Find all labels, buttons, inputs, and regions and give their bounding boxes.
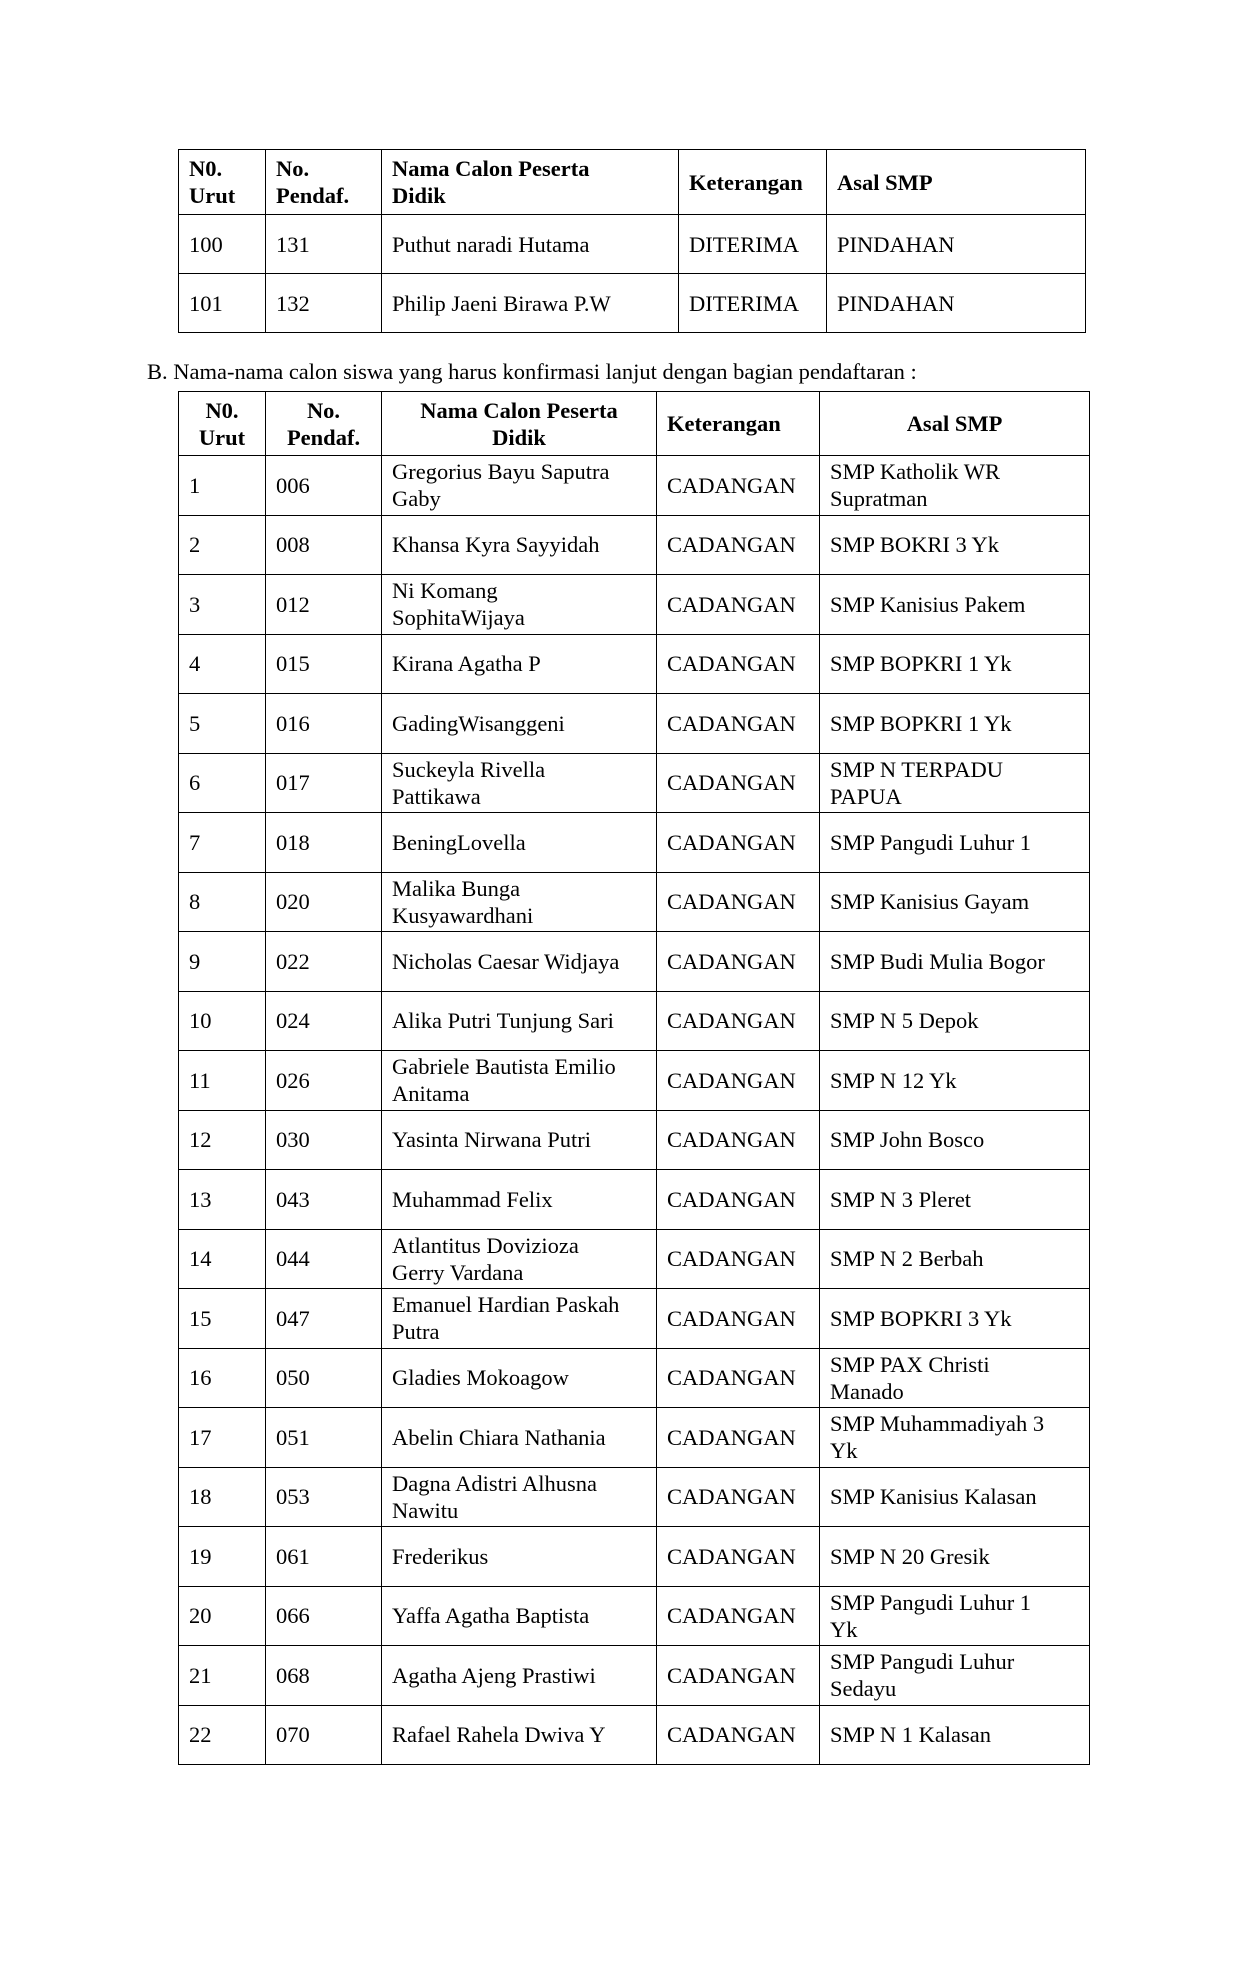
cell-col-asal-smp: SMP BOPKRI 3 Yk [820, 1289, 1090, 1349]
accepted-students-table [178, 149, 1086, 333]
cell-col-urut: 6 [179, 753, 266, 813]
table-row [179, 813, 1090, 873]
cell-col-urut: 22 [179, 1705, 266, 1765]
cell-col-asal-smp: SMP Kanisius Kalasan [820, 1467, 1090, 1527]
cell-col-asal-smp: SMP Kanisius Pakem [820, 575, 1090, 635]
cell-col-urut: 18 [179, 1467, 266, 1527]
cell-col-urut: 10 [179, 991, 266, 1051]
cell-col-pendaf: 070 [266, 1705, 382, 1765]
header-col-nama: Nama Calon Peserta Didik [382, 150, 679, 215]
table-row [179, 1705, 1090, 1765]
cell-col-urut: 16 [179, 1348, 266, 1408]
cell-col-keterangan: CADANGAN [657, 1051, 820, 1111]
header-col-urut: N0. Urut [179, 150, 266, 215]
reserve-students-table [178, 391, 1090, 1765]
cell-col-pendaf: 053 [266, 1467, 382, 1527]
cell-col-pendaf: 012 [266, 575, 382, 635]
cell-col-nama: Puthut naradi Hutama [382, 215, 679, 274]
table-row [179, 515, 1090, 575]
cell-col-urut: 3 [179, 575, 266, 635]
cell-col-nama: Gregorius Bayu Saputra Gaby [382, 456, 657, 516]
cell-col-keterangan: CADANGAN [657, 1229, 820, 1289]
table-row [179, 1170, 1090, 1230]
cell-col-pendaf: 068 [266, 1646, 382, 1706]
table-row [179, 1110, 1090, 1170]
cell-col-asal-smp: SMP BOPKRI 1 Yk [820, 634, 1090, 694]
cell-col-urut: 13 [179, 1170, 266, 1230]
cell-col-urut: 101 [179, 274, 266, 333]
cell-col-pendaf: 016 [266, 694, 382, 754]
cell-col-urut: 5 [179, 694, 266, 754]
table-row [179, 991, 1090, 1051]
cell-col-nama: Yaffa Agatha Baptista [382, 1586, 657, 1646]
cell-col-asal-smp: PINDAHAN [827, 274, 1086, 333]
cell-col-asal-smp: SMP N TERPADU PAPUA [820, 753, 1090, 813]
cell-col-urut: 1 [179, 456, 266, 516]
cell-col-keterangan: CADANGAN [657, 753, 820, 813]
cell-col-asal-smp: SMP Budi Mulia Bogor [820, 932, 1090, 992]
cell-col-asal-smp: SMP John Bosco [820, 1110, 1090, 1170]
cell-col-asal-smp: SMP N 12 Yk [820, 1051, 1090, 1111]
cell-col-keterangan: CADANGAN [657, 1705, 820, 1765]
cell-col-keterangan: CADANGAN [657, 634, 820, 694]
cell-col-pendaf: 030 [266, 1110, 382, 1170]
cell-col-pendaf: 026 [266, 1051, 382, 1111]
cell-col-keterangan: CADANGAN [657, 575, 820, 635]
cell-col-pendaf: 006 [266, 456, 382, 516]
cell-col-pendaf: 051 [266, 1408, 382, 1468]
cell-col-asal-smp: SMP Katholik WR Supratman [820, 456, 1090, 516]
cell-col-urut: 21 [179, 1646, 266, 1706]
cell-col-urut: 2 [179, 515, 266, 575]
cell-col-nama: Agatha Ajeng Prastiwi [382, 1646, 657, 1706]
cell-col-pendaf: 020 [266, 872, 382, 932]
cell-col-urut: 15 [179, 1289, 266, 1349]
cell-col-pendaf: 043 [266, 1170, 382, 1230]
cell-col-keterangan: CADANGAN [657, 991, 820, 1051]
cell-col-pendaf: 050 [266, 1348, 382, 1408]
cell-col-keterangan: CADANGAN [657, 813, 820, 873]
table-header-row [179, 150, 1086, 215]
cell-col-nama: Alika Putri Tunjung Sari [382, 991, 657, 1051]
cell-col-pendaf: 018 [266, 813, 382, 873]
cell-col-nama: Philip Jaeni Birawa P.W [382, 274, 679, 333]
cell-col-pendaf: 066 [266, 1586, 382, 1646]
cell-col-urut: 7 [179, 813, 266, 873]
table-row [179, 215, 1086, 274]
header-col-nama: Nama Calon Peserta Didik [382, 392, 657, 456]
cell-col-nama: Muhammad Felix [382, 1170, 657, 1230]
cell-col-nama: Atlantitus Dovizioza Gerry Vardana [382, 1229, 657, 1289]
cell-col-keterangan: DITERIMA [679, 215, 827, 274]
header-col-urut: N0. Urut [179, 392, 266, 456]
cell-col-pendaf: 022 [266, 932, 382, 992]
table-row [179, 1051, 1090, 1111]
cell-col-pendaf: 061 [266, 1527, 382, 1587]
cell-col-pendaf: 024 [266, 991, 382, 1051]
cell-col-nama: Khansa Kyra Sayyidah [382, 515, 657, 575]
cell-col-keterangan: CADANGAN [657, 1586, 820, 1646]
cell-col-asal-smp: PINDAHAN [827, 215, 1086, 274]
cell-col-nama: Yasinta Nirwana Putri [382, 1110, 657, 1170]
cell-col-urut: 100 [179, 215, 266, 274]
table-row [179, 575, 1090, 635]
cell-col-nama: Gladies Mokoagow [382, 1348, 657, 1408]
table-row [179, 1586, 1090, 1646]
cell-col-keterangan: CADANGAN [657, 1289, 820, 1349]
cell-col-asal-smp: SMP Pangudi Luhur 1 Yk [820, 1586, 1090, 1646]
cell-col-nama: Emanuel Hardian Paskah Putra [382, 1289, 657, 1349]
table-row [179, 932, 1090, 992]
cell-col-nama: Suckeyla Rivella Pattikawa [382, 753, 657, 813]
cell-col-asal-smp: SMP Pangudi Luhur Sedayu [820, 1646, 1090, 1706]
table-row [179, 1467, 1090, 1527]
cell-col-pendaf: 044 [266, 1229, 382, 1289]
table-row [179, 634, 1090, 694]
cell-col-keterangan: CADANGAN [657, 1408, 820, 1468]
cell-col-asal-smp: SMP N 3 Pleret [820, 1170, 1090, 1230]
cell-col-pendaf: 131 [266, 215, 382, 274]
cell-col-nama: Rafael Rahela Dwiva Y [382, 1705, 657, 1765]
cell-col-asal-smp: SMP N 5 Depok [820, 991, 1090, 1051]
table-row [179, 872, 1090, 932]
cell-col-nama: Gabriele Bautista Emilio Anitama [382, 1051, 657, 1111]
cell-col-pendaf: 017 [266, 753, 382, 813]
cell-col-urut: 4 [179, 634, 266, 694]
cell-col-urut: 9 [179, 932, 266, 992]
table-row [179, 1229, 1090, 1289]
cell-col-nama: Frederikus [382, 1527, 657, 1587]
cell-col-keterangan: CADANGAN [657, 872, 820, 932]
cell-col-keterangan: DITERIMA [679, 274, 827, 333]
table-row [179, 1408, 1090, 1468]
cell-col-keterangan: CADANGAN [657, 1110, 820, 1170]
cell-col-nama: Kirana Agatha P [382, 634, 657, 694]
header-col-asal-smp: Asal SMP [820, 392, 1090, 456]
cell-col-pendaf: 132 [266, 274, 382, 333]
cell-col-nama: Malika Bunga Kusyawardhani [382, 872, 657, 932]
cell-col-nama: BeningLovella [382, 813, 657, 873]
header-col-keterangan: Keterangan [679, 150, 827, 215]
table-row [179, 1646, 1090, 1706]
cell-col-keterangan: CADANGAN [657, 1467, 820, 1527]
cell-col-nama: Nicholas Caesar Widjaya [382, 932, 657, 992]
cell-col-pendaf: 008 [266, 515, 382, 575]
cell-col-keterangan: CADANGAN [657, 515, 820, 575]
table-body [179, 456, 1090, 1765]
table-row [179, 1348, 1090, 1408]
table-row [179, 1289, 1090, 1349]
cell-col-urut: 20 [179, 1586, 266, 1646]
cell-col-asal-smp: SMP Pangudi Luhur 1 [820, 813, 1090, 873]
table-header-row [179, 392, 1090, 456]
cell-col-pendaf: 047 [266, 1289, 382, 1349]
header-col-asal-smp: Asal SMP [827, 150, 1086, 215]
table-row [179, 694, 1090, 754]
cell-col-asal-smp: SMP N 20 Gresik [820, 1527, 1090, 1587]
cell-col-nama: Abelin Chiara Nathania [382, 1408, 657, 1468]
cell-col-asal-smp: SMP N 1 Kalasan [820, 1705, 1090, 1765]
cell-col-urut: 19 [179, 1527, 266, 1587]
cell-col-keterangan: CADANGAN [657, 1646, 820, 1706]
header-col-pendaf: No. Pendaf. [266, 392, 382, 456]
cell-col-nama: Ni Komang SophitaWijaya [382, 575, 657, 635]
cell-col-urut: 14 [179, 1229, 266, 1289]
cell-col-asal-smp: SMP Muhammadiyah 3 Yk [820, 1408, 1090, 1468]
cell-col-nama: Dagna Adistri Alhusna Nawitu [382, 1467, 657, 1527]
cell-col-keterangan: CADANGAN [657, 456, 820, 516]
table-row [179, 274, 1086, 333]
cell-col-keterangan: CADANGAN [657, 1527, 820, 1587]
header-col-pendaf: No. Pendaf. [266, 150, 382, 215]
cell-col-asal-smp: SMP PAX Christi Manado [820, 1348, 1090, 1408]
cell-col-keterangan: CADANGAN [657, 694, 820, 754]
cell-col-asal-smp: SMP BOKRI 3 Yk [820, 515, 1090, 575]
cell-col-asal-smp: SMP BOPKRI 1 Yk [820, 694, 1090, 754]
cell-col-urut: 8 [179, 872, 266, 932]
cell-col-urut: 12 [179, 1110, 266, 1170]
cell-col-urut: 17 [179, 1408, 266, 1468]
table-row [179, 456, 1090, 516]
section-b-heading: B. Nama-nama calon siswa yang harus konfirmasi lanjut dengan bagian pendaftaran : [147, 359, 917, 384]
header-col-keterangan: Keterangan [657, 392, 820, 456]
cell-col-urut: 11 [179, 1051, 266, 1111]
table-row [179, 753, 1090, 813]
cell-col-asal-smp: SMP N 2 Berbah [820, 1229, 1090, 1289]
cell-col-pendaf: 015 [266, 634, 382, 694]
cell-col-keterangan: CADANGAN [657, 932, 820, 992]
table-row [179, 1527, 1090, 1587]
cell-col-keterangan: CADANGAN [657, 1170, 820, 1230]
cell-col-asal-smp: SMP Kanisius Gayam [820, 872, 1090, 932]
cell-col-nama: GadingWisanggeni [382, 694, 657, 754]
cell-col-keterangan: CADANGAN [657, 1348, 820, 1408]
table-body [179, 215, 1086, 333]
